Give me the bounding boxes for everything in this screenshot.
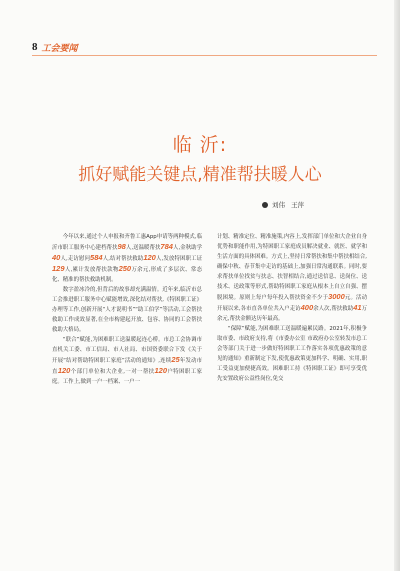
byline: [262, 200, 310, 209]
author-name: 王萍: [291, 201, 304, 209]
page-header: [32, 40, 78, 54]
article-title-line2: 抓好赋能关键点,精准帮扶暖人心: [78, 165, 322, 185]
highlight-number: 250: [118, 264, 132, 273]
paragraph: 计划、精准定位、精准施策,内容上,发挥部门单位和大企业自身优势和职能作用,为特困职工家庭成员解决就业、就医、就学和生活方面的具体困难。方式上,坚持日常帮扶和集中帮扶相结合,确保中秋、春节集中走访的基础上,加强日常沟通联系。同时,要求帮扶单位找贫与扶志、扶智相结合,通过送信息、送岗位、送技术、送政策等形式,帮助特困职工家庭从根本上自立自强、摆脱困境。原则上每户每年投入帮扶资金不少于3000元。活动开展以来,各市直各单位共入户走访400余人次,帮扶救助41万余元,帮扶金额达历年最高。: [217, 234, 367, 322]
author-icon: [262, 202, 268, 208]
author-name: 刘伟: [272, 201, 285, 209]
paragraph: 今年以来,通过个人申报和齐鲁工惠App申请等两种模式,临沂市职工服务中心建档帮扶98人,送温暖帮扶784人,金秋助学40人,走访慰问584人,结对帮扶救助120人,发放特困职工证129人,累计发放帮扶款物250万余元,形成了多层次、常态化、精准的帮扶救助机制。: [52, 234, 202, 283]
section-tag: 工会要闻: [41, 43, 78, 54]
highlight-number: 120: [154, 366, 168, 375]
highlight-number: 3000: [328, 292, 345, 301]
paragraph: “联合”赋能,为困难职工送温暖起连心桥。市总工会协调市直机关工委、市工信局、市人社局、市国资委联合下发《关于开展“结对帮助特困职工家庭”活动的通知》,连续25年发动市直120个部门单位和大企业,一对一帮扶120户特困职工家庭。工作上,做到一户一档案、一户一: [52, 337, 202, 385]
body-column-right: [217, 232, 367, 384]
page-number: 8: [32, 41, 38, 53]
article-title-line1: 临 沂:: [172, 134, 228, 156]
body-column-left: [52, 232, 202, 387]
highlight-number: 129: [52, 264, 65, 273]
highlight-number: 120: [57, 366, 71, 375]
highlight-number: 25: [171, 355, 180, 364]
watermark-logo: [210, 70, 300, 135]
highlight-number: 584: [90, 253, 103, 262]
header-divider: [32, 55, 377, 56]
paragraph: 数字盈冰冷的,但背后的故事却充满温情。近年来,临沂市总工会推进职工服务中心赋能增效,深化结对帮扶,《特困职工证》办理等工作,创新开展“人才说明书”“助工伯学”等活动,工会帮扶救助工作成效显著,在全市构建起开放、包容、协同的工会帮扶救助大格局。: [52, 287, 202, 333]
highlight-number: 120: [143, 253, 156, 262]
highlight-number: 40: [52, 253, 61, 262]
highlight-number: 41: [353, 303, 362, 312]
page-fold-shadow: [394, 0, 400, 571]
highlight-number: 400: [300, 303, 314, 312]
highlight-number: 98: [117, 242, 126, 251]
paragraph: “保障”赋能,为困难职工送温暖遍累民路。2021年,积极争取市委、市政府支持,将《市委办公室 市政府办公室转发市总工会等部门关于进一步做好特困职工工作落实各项优惠政策的意见的通知》重新制定下发,使优惠政策更加科学、明确、实用,职工受益更加便捷高效。困难职工持《特困职工证》即可享受优先安置政府公益性岗位,免交: [217, 326, 367, 382]
highlight-number: 784: [160, 242, 173, 251]
